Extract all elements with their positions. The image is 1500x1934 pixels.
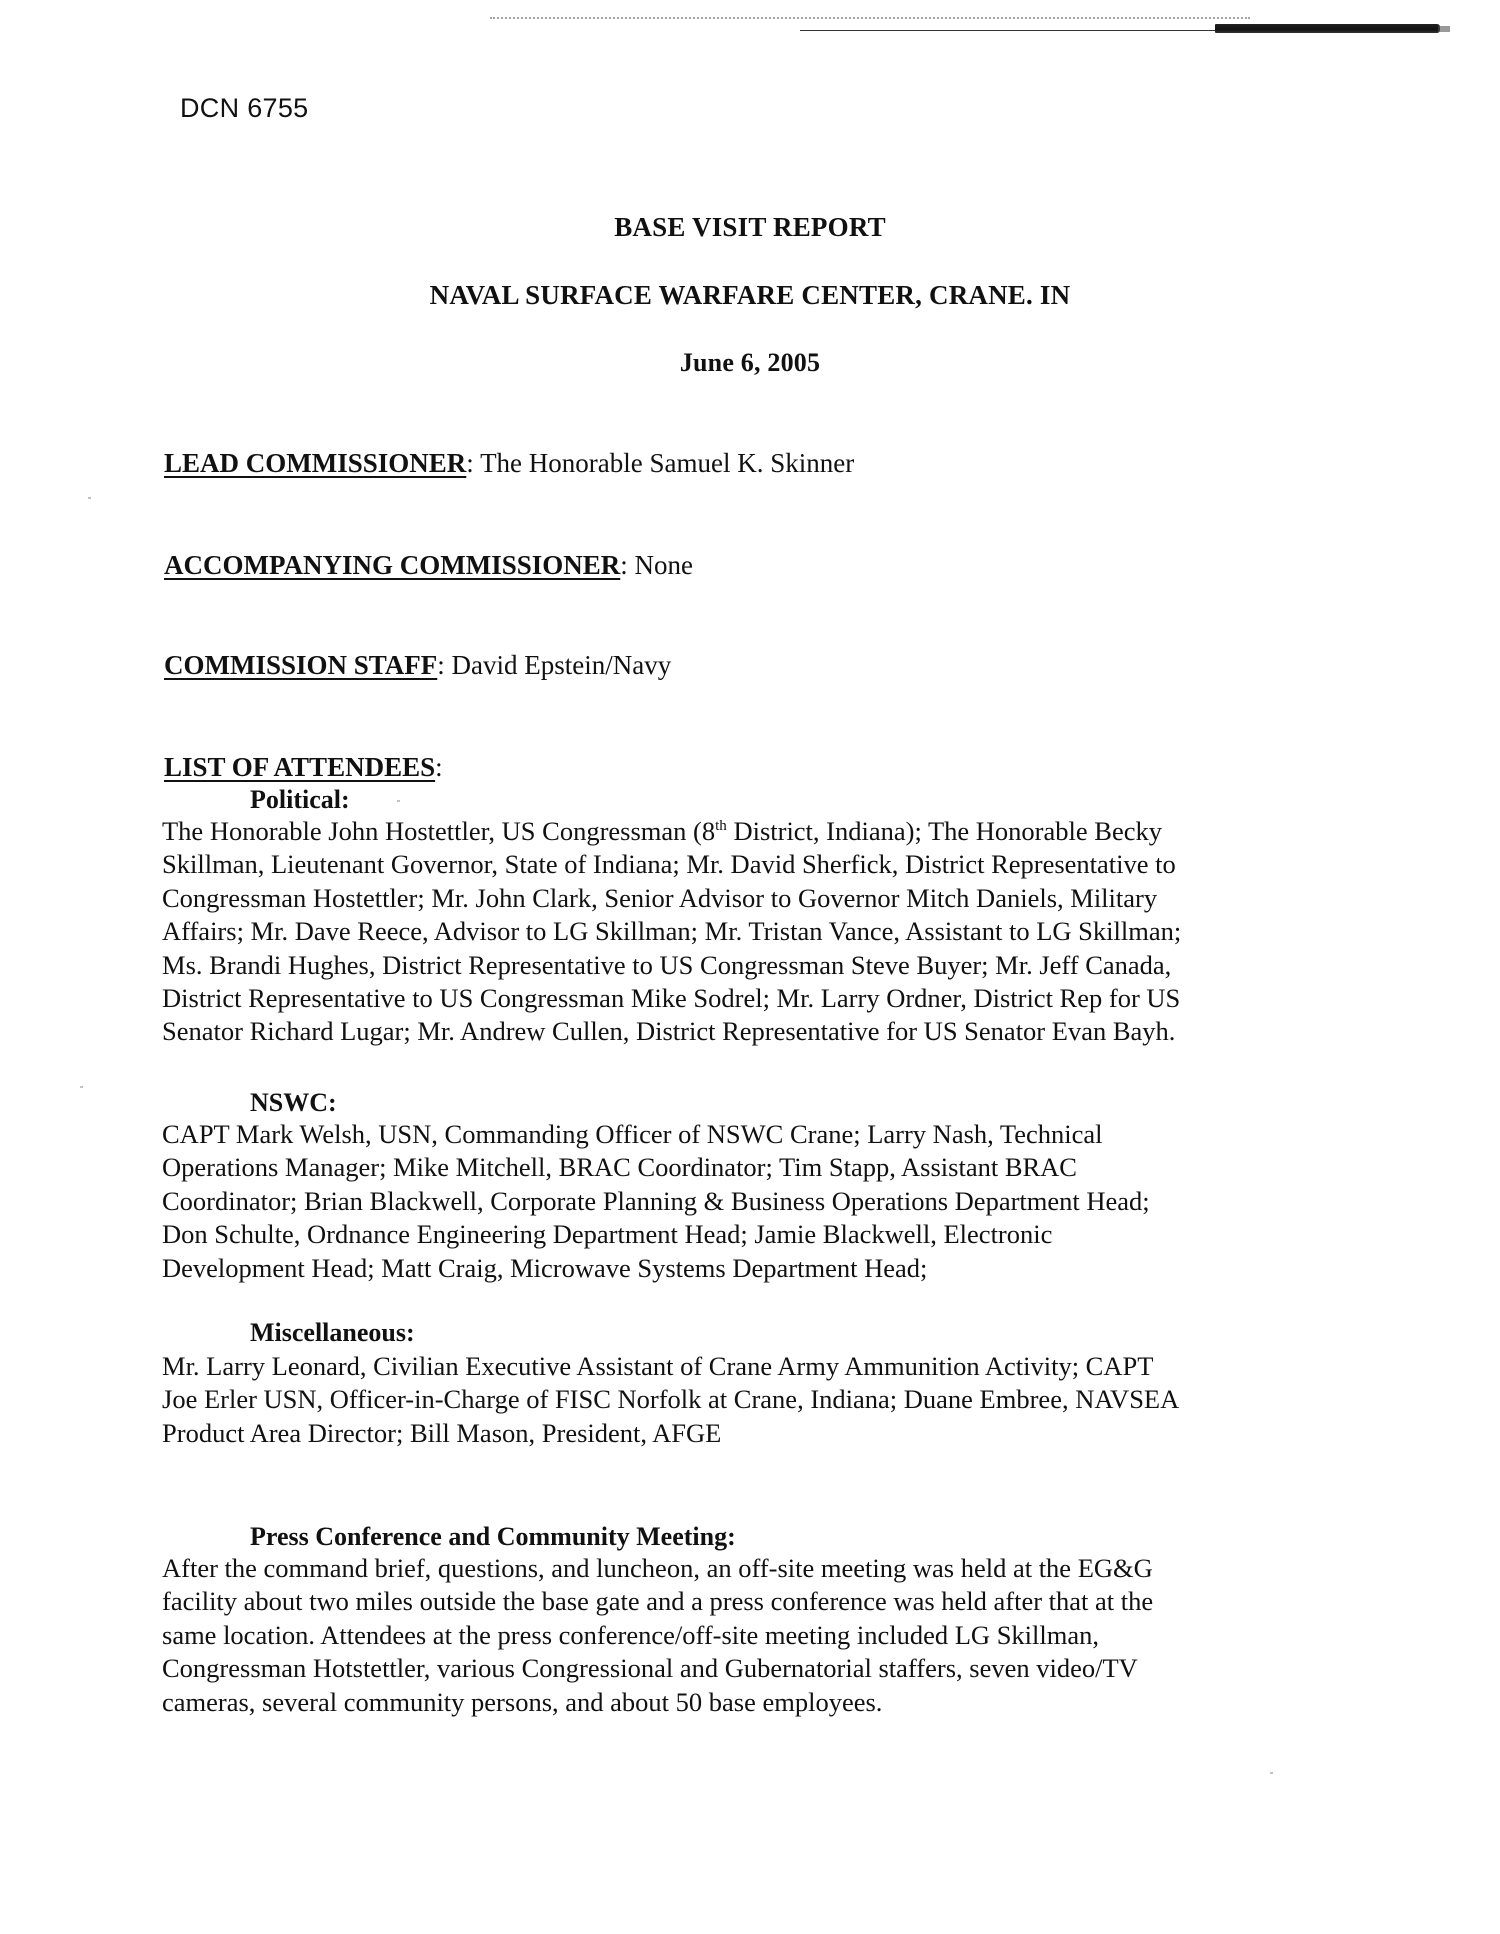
scan-artifacts xyxy=(0,0,1500,60)
attendees-label: LIST OF ATTENDEES xyxy=(164,752,436,782)
document-control-number: DCN 6755 xyxy=(180,93,309,123)
label-colon: : xyxy=(466,448,481,478)
report-title: BASE VISIT REPORT xyxy=(614,212,886,242)
scan-black-bar xyxy=(1215,24,1440,33)
accompanying-commissioner-value: None xyxy=(634,550,693,580)
attendees-line xyxy=(164,752,443,783)
commission-staff-value: David Epstein/Navy xyxy=(451,650,672,680)
political-line-start: The Honorable John Hostettler, US Congressman (8 xyxy=(162,816,716,846)
miscellaneous-heading: Miscellaneous: xyxy=(250,1318,415,1347)
scan-speck xyxy=(80,1086,83,1088)
political-attendees-text xyxy=(162,815,1342,1049)
lead-commissioner-line xyxy=(164,448,854,479)
scan-speck xyxy=(1270,1772,1273,1774)
miscellaneous-attendees-text: Mr. Larry Leonard, Civilian Executive Assistant of Crane Army Ammunition Activity; CAPT Joe Erler USN, Officer-in-Charge of FISC Norfolk at Crane, Indiana; Duane Embree, NAVSEA Product Area Director; Bill Mason, President, AFGE xyxy=(162,1351,1180,1448)
nswc-heading: NSWC: xyxy=(250,1088,337,1117)
superscript-ordinal: th xyxy=(715,818,727,835)
nswc-attendees-text: CAPT Mark Welsh, USN, Commanding Officer of NSWC Crane; Larry Nash, Technical Operations Manager; Mike Mitchell, BRAC Coordinator; Tim Stapp, Assistant BRAC Coordinator; Brian Blackwell, Corporate Planning & Business Operations Department Head; Don Schulte, Ordnance Engineering Department Head; Jamie Blackwell, Electronic Development Head; Matt Craig, Microwave Systems Department Head; xyxy=(162,1119,1150,1283)
report-date: June 6, 2005 xyxy=(679,348,821,377)
political-heading: Political: xyxy=(250,785,350,814)
scan-speck xyxy=(397,800,400,802)
press-conference-heading: Press Conference and Community Meeting: xyxy=(250,1522,736,1551)
scan-bar-end xyxy=(1438,26,1450,32)
scan-dotted-line xyxy=(490,17,1250,19)
label-colon: : xyxy=(620,550,635,580)
scan-speck xyxy=(88,497,91,499)
facility-name: NAVAL SURFACE WARFARE CENTER, CRANE. IN xyxy=(429,280,1071,310)
label-colon: : xyxy=(435,752,443,782)
lead-commissioner-label: LEAD COMMISSIONER xyxy=(164,448,467,478)
label-colon: : xyxy=(437,650,452,680)
political-line-end: District, Indiana); The Honorable Becky xyxy=(726,816,1162,846)
lead-commissioner-value: The Honorable Samuel K. Skinner xyxy=(480,448,855,478)
political-remaining-text: Skillman, Lieutenant Governor, State of Indiana; Mr. David Sherfick, District Representative to Congressman Hostettler; Mr. John Clark, Senior Advisor to Governor Mitch Daniels, Military Affairs; Mr. Dave Reece, Advisor to LG Skillman; Mr. Tristan Vance, Assistant to LG Skillman; Ms. Brandi Hughes, District Representative to US Congressman Steve Buyer; Mr. Jeff Canada, District Representative to US Congressman Mike Sodrel; Mr. Larry Ordner, District Rep for US Senator Richard Lugar; Mr. Andrew Cullen, District Representative for US Senator Evan Bayh. xyxy=(162,849,1182,1047)
commission-staff-line xyxy=(164,650,671,681)
accompanying-commissioner-label: ACCOMPANYING COMMISSIONER xyxy=(164,550,621,580)
accompanying-commissioner-line xyxy=(164,550,693,581)
press-conference-text: After the command brief, questions, and luncheon, an off-site meeting was held at the EG&G facility about two miles outside the base gate and a press conference was held after that at the same location. Attendees at the press conference/off-site meeting included LG Skillman, Congressman Hotstettler, various Congressional and Gubernatorial staffers, seven video/TV cameras, several community persons, and about 50 base employees. xyxy=(162,1553,1154,1717)
commission-staff-label: COMMISSION STAFF xyxy=(164,650,438,680)
